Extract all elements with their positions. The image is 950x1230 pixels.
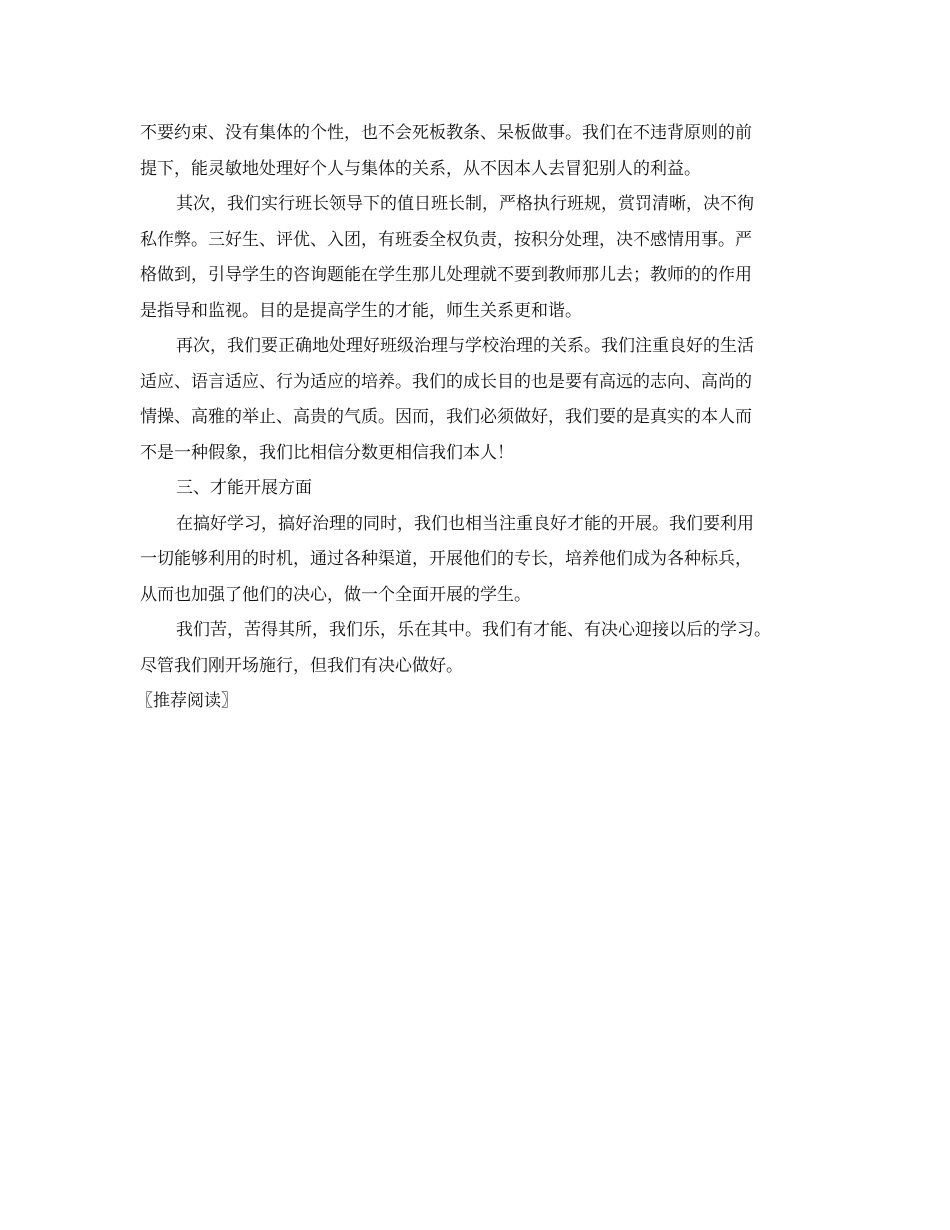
text-line: 适应、语言适应、行为适应的培养。我们的成长目的也是要有高远的志向、高尚的 <box>140 371 752 392</box>
text-line: 尽管我们刚开场施行，但我们有决心做好。 <box>140 655 463 676</box>
text-line: 一切能够利用的时机，通过各种渠道，开展他们的专长，培养他们成为各种标兵， <box>140 549 752 569</box>
text-line: 情操、高雅的举止、高贵的气质。因而，我们必须做好，我们要的是真实的本人而 <box>140 407 752 427</box>
text-line: 提下，能灵敏地处理好个人与集体的关系，从不因本人去冒犯别人的利益。 <box>140 158 701 179</box>
section-heading: 三、才能开展方面 <box>176 478 312 498</box>
recommended-reading-label: 〖推荐阅读〗 <box>136 691 238 711</box>
text-line: 是指导和监视。目的是提高学生的才能，师生关系更和谐。 <box>140 300 582 321</box>
text-line: 不是一种假象，我们比相信分数更相信我们本人！ <box>140 442 514 463</box>
text-line: 从而也加强了他们的决心，做一个全面开展的学生。 <box>140 584 531 605</box>
paragraph-start-line: 再次，我们要正确地处理好班级治理与学校治理的关系。我们注重良好的生活 <box>176 336 754 356</box>
paragraph-start-line: 在搞好学习，搞好治理的同时，我们也相当注重良好才能的开展。我们要利用 <box>176 513 754 534</box>
document-body <box>136 116 830 720</box>
paragraph-start-line: 我们苦，苦得其所，我们乐，乐在其中。我们有才能、有决心迎接以后的学习。 <box>176 620 771 640</box>
text-line: 不要约束、没有集体的个性，也不会死板教条、呆板做事。我们在不违背原则的前 <box>140 123 752 143</box>
paragraph-start-line: 其次，我们实行班长领导下的值日班长制，严格执行班规，赏罚清晰，决不徇 <box>176 194 754 214</box>
text-line: 格做到，引导学生的咨询题能在学生那儿处理就不要到教师那儿去；教师的的作用 <box>140 265 752 285</box>
text-line: 私作弊。三好生、评优、入团，有班委全权负责，按积分处理，决不感情用事。严 <box>140 229 752 250</box>
